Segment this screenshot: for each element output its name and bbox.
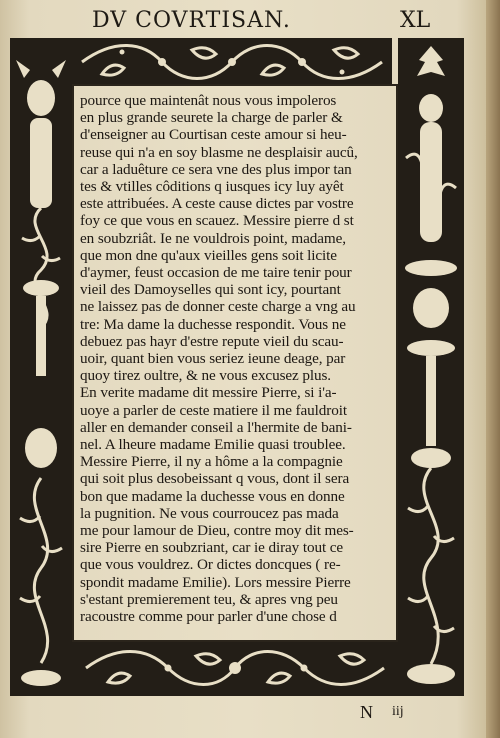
text-line: s'estant premierement teu, & apres vng peu [80,590,338,608]
text-line: uoye a parler de ceste matiere il me fauldroit [80,401,347,419]
running-head-title: DV COVRTISAN. [92,8,291,33]
text-line: bon que madame la duchesse vous en donne [80,487,345,505]
text-line: reuse qui n'a en soy blasme ne desplaisir aucû, [80,143,358,161]
right-border-woodcut [398,38,464,696]
text-line: d'aymer, feust occasion de me taire tenir pour [80,264,352,281]
text-line: En verite madame dit messire Pierre, si i'a- [80,384,337,402]
text-line: la pugnition. Ne vous courroucez pas mada [80,504,339,522]
text-line: spondit madame Emilie). Lors messire Pierre [80,573,351,591]
leaf-number: iij [392,704,404,719]
text-line: pource que maintenât nous vous impoleros [80,92,337,109]
running-head [0,6,486,36]
text-line: tre: Ma dame la duchesse respondit. Vous ne [80,315,346,333]
top-border-woodcut [72,38,392,86]
signature-mark: N [360,702,373,722]
text-line: qui soit plus desobeissant q vous, dont il sera [80,470,350,488]
text-line: quoy tirez oultre, & ne vous excusez plus. [80,367,331,385]
text-line: me pour lamour de Dieu, contre moy dit mes- [80,522,354,539]
text-line: nel. A lheure madame Emilie quasi troublee. [80,436,346,453]
text-line: aller en demander conseil a l'hermite de bani- [80,418,352,436]
text-line: d'enseigner au Courtisan ceste amour si heu- [80,126,347,144]
left-border-woodcut [10,38,72,696]
page-footer [0,702,486,732]
text-line: tes & vtilles côditions q iusques icy luy ayêt [80,178,344,195]
text-line: vieil des Damoyselles qui sont icy, pourtant [80,281,341,299]
text-line: que vous vouldrez. Or dictes doncques ( re- [80,556,341,574]
text-line: racoustre comme pour parler d'une chose d [80,608,337,625]
text-line: en plus grande seurete la charge de parler & [80,109,343,127]
text-line: que mon dne qu'aux vieilles gens soit licite [80,246,337,264]
text-line: este attribuées. A ceste cause dictes par vostre [80,195,354,213]
text-line: en soubzriât. Ie ne vouldrois point, madame, [80,229,346,247]
text-line: sire Pierre en soubzriant, car ie diray tout ce [80,539,344,557]
text-line: uoir, quant bien vous seriez ieune deage, par [80,350,346,367]
text-line: debuez pas hayr d'estre repute vieil du scau- [80,332,344,350]
text-line: car a laduêture ce sera vne des plus impor tan [80,160,352,178]
text-line: foy ce que vous en scauez. Messire pierre d st [80,212,354,230]
text-line: ne laissez pas de donner ceste charge a vng au [80,298,356,316]
body-text [80,90,398,660]
book-spine-edge [486,0,500,738]
text-line: Messire Pierre, il ny a hôme a la compagnie [80,453,343,471]
folio-number: XL [400,8,431,33]
